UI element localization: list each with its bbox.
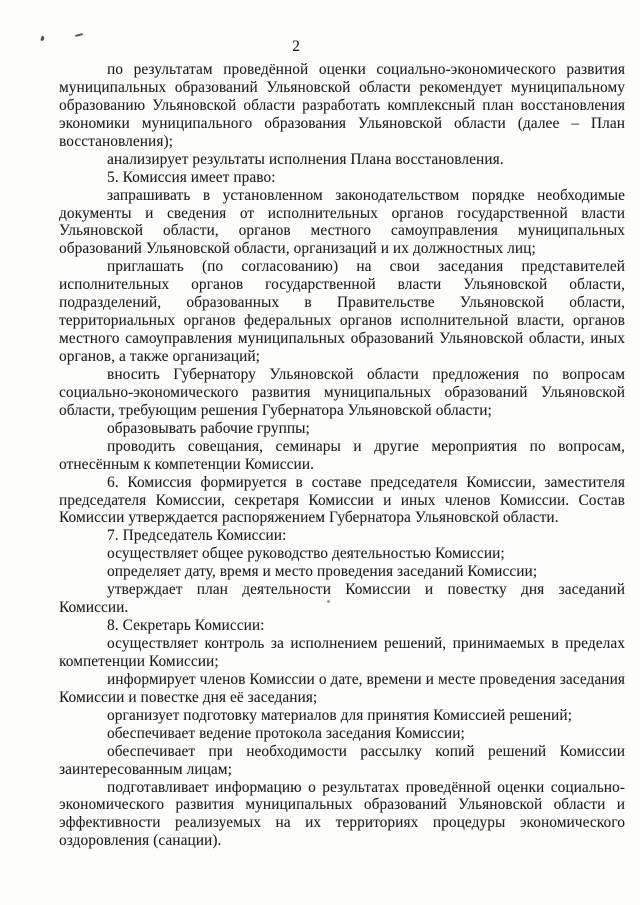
- paragraph: анализирует результаты исполнения Плана восстановления.: [107, 150, 504, 168]
- paragraph: 7. Председатель Комиссии:: [107, 527, 287, 545]
- paragraph: запрашивать в установленном законодательством порядке необходимые документы и сведения от исполнительных органов государственной власти Ульяновской области, органов местного самоуправления муниципальных образований Ульяновской области, организаций и их должностных лиц;: [59, 186, 625, 258]
- paragraph: приглашать (по согласованию) на свои заседания представителей исполнительных органов государственной власти Ульяновской области, подразделений, образованных в Правительстве Ульяновской области, территориальных органов федеральных органов исполнительной власти, органов местного самоуправления муниципальных образований Ульяновской области, иных органов, а также организаций;: [59, 258, 625, 365]
- paragraph: вносить Губернатору Ульяновской области предложения по вопросам социально-экономического развития муниципальных образований Ульяновской области, требующим решения Губернатора Ульяновской области;: [59, 365, 625, 419]
- scan-speck-icon: [75, 33, 83, 37]
- paragraph: подготавливает информацию о результатах проведённой оценки социально-экономического развития муниципальных образований Ульяновской области и эффективности реализуемых на их территориях процедуры экономического оздоровления (санации).: [59, 778, 625, 850]
- paragraph: 8. Секретарь Комиссии:: [107, 617, 265, 635]
- page-number: 2: [292, 38, 300, 55]
- paragraph: проводить совещания, семинары и другие мероприятия по вопросам, отнесённым к компетенции Комиссии.: [59, 437, 625, 473]
- paragraph: осуществляет контроль за исполнением решений, принимаемых в пределах компетенции Комиссии;: [59, 635, 625, 670]
- document-body: [59, 61, 625, 850]
- paragraph: 6. Комиссия формируется в составе председателя Комиссии, заместителя председателя Комиссии, секретаря Комиссии и иных членов Комиссии. Состав Комиссии утверждается распоряжением Губернатора Ульяновской области.: [59, 473, 625, 527]
- paragraph: определяет дату, время и место проведения заседаний Комиссии;: [107, 563, 538, 581]
- paragraph: организует подготовку материалов для принятия Комиссией решений;: [107, 706, 572, 724]
- paragraph: 5. Комиссия имеет право:: [107, 168, 276, 186]
- paragraph: утверждает план деятельности Комиссии и повестку дня заседаний Комиссии.: [59, 581, 625, 617]
- paragraph: информирует членов Комиссии о дате, времени и месте проведения заседания Комиссии и повестке дня её заседания;: [59, 670, 625, 706]
- paragraph: осуществляет общее руководство деятельностью Комиссии;: [107, 545, 505, 563]
- paragraph: образовывать рабочие группы;: [107, 419, 310, 437]
- paragraph: обеспечивает ведение протокола заседания Комиссии;: [107, 724, 465, 742]
- paragraph: по результатам проведённой оценки социально-экономического развития муниципальных образований Ульяновской области рекомендует муниципальному образованию Ульяновской области разработать комплексный план восстановления экономики муниципального образования Ульяновской области (далее – План восстановления);: [59, 61, 625, 150]
- paragraph: обеспечивает при необходимости рассылку копий решений Комиссии заинтересованным лицам;: [59, 742, 625, 778]
